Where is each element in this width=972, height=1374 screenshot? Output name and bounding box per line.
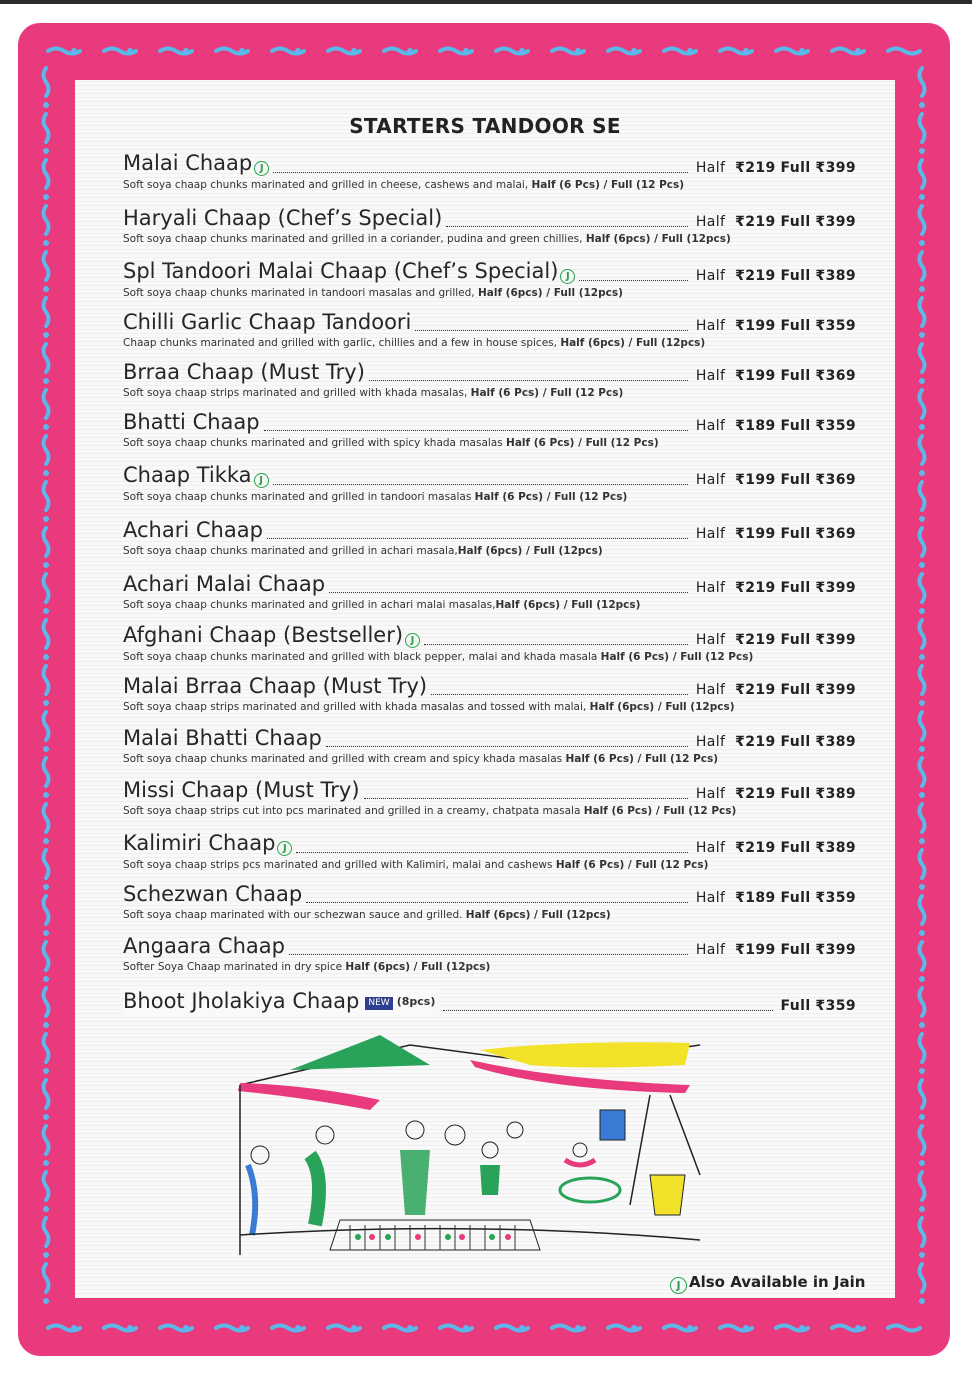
- item-description: Soft soya chaap marinated with our schezwan sauce and grilled. Half (6pcs) / Full (12pcs): [123, 909, 611, 921]
- item-portion: Half (6 Pcs) / Full (12 Pcs): [531, 179, 685, 191]
- item-portion: Half (6pcs) / Full (12pcs): [560, 337, 706, 349]
- menu-item: [123, 310, 858, 350]
- leader-dots: [446, 226, 688, 227]
- jain-icon: J: [277, 841, 292, 856]
- menu-item-special: [123, 990, 858, 1016]
- item-description: Softer Soya Chaap marinated in dry spice Half (6pcs) / Full (12pcs): [123, 961, 491, 973]
- item-name: Kalimiri Chaap J: [123, 831, 292, 856]
- street-food-stall-illustration: [230, 1025, 710, 1265]
- item-price: Half ₹219 Full ₹399: [695, 682, 856, 698]
- item-description: Soft soya chaap chunks marinated in tandoori masalas and grilled, Half (6pcs) / Full (12pcs): [123, 287, 623, 299]
- leader-dots: [306, 902, 688, 903]
- leader-dots: [264, 430, 688, 431]
- jain-footnote: J Also Available in Jain: [668, 1273, 865, 1294]
- item-portion: Half (6pcs) / Full (12pcs): [465, 909, 611, 921]
- item-portion: Half (6 Pcs) / Full (12 Pcs): [506, 437, 659, 449]
- item-description: Soft soya chaap strips pcs marinated and grilled with Kalimiri, malai and cashews Half (6 Pcs) / Full (12 Pcs): [123, 859, 709, 871]
- item-description: Soft soya chaap chunks marinated and grilled in achari masala,Half (6pcs) / Full (12pcs): [123, 545, 603, 557]
- leader-dots: [273, 484, 688, 485]
- item-price: Half ₹219 Full ₹389: [695, 734, 856, 750]
- item-price: Half ₹199 Full ₹369: [695, 472, 856, 488]
- menu-item: [123, 360, 858, 400]
- item-price: Half ₹219 Full ₹389: [695, 840, 856, 856]
- menu-item: [123, 934, 858, 974]
- item-price: Half ₹219 Full ₹389: [695, 268, 856, 284]
- item-price: Half ₹219 Full ₹399: [695, 160, 856, 176]
- menu-item: [123, 572, 858, 612]
- leader-dots: [369, 380, 688, 381]
- leader-dots: [289, 954, 688, 955]
- item-description: Soft soya chaap strips cut into pcs marinated and grilled in a creamy, chatpata masala Half (6 Pcs) / Full (12 Pcs): [123, 805, 737, 817]
- menu-item: [123, 624, 858, 664]
- item-portion: Half (6 Pcs) / Full (12 Pcs): [470, 387, 624, 399]
- menu-item: [123, 778, 858, 818]
- menu-item: [123, 518, 858, 558]
- jain-icon: J: [254, 161, 269, 176]
- menu-item: [123, 832, 858, 872]
- menu-item: [123, 410, 858, 450]
- item-price: Half ₹219 Full ₹399: [695, 632, 856, 648]
- item-name: Bhoot Jholakiya Chaap NEW (8pcs): [123, 989, 439, 1014]
- menu-item: [123, 882, 858, 922]
- item-name: Afghani Chaap (Bestseller) J: [123, 623, 420, 648]
- leader-dots: [443, 1010, 772, 1011]
- menu-item: [123, 464, 858, 504]
- section-heading: STARTERS TANDOOR SE: [349, 114, 621, 138]
- item-portion: Half (6 Pcs) / Full (12 Pcs): [600, 651, 754, 663]
- item-description: Soft soya chaap chunks marinated and grilled in cheese, cashews and malai, Half (6 Pcs) / Full (12 Pcs): [123, 179, 685, 191]
- item-portion: Half (6pcs) / Full (12pcs): [457, 545, 603, 557]
- leader-dots: [267, 538, 688, 539]
- item-description: Soft soya chaap strips marinated and grilled with khada masalas and tossed with malai, Half (6pcs) / Full (12pcs): [123, 701, 735, 713]
- item-description: Soft soya chaap chunks marinated and grilled with spicy khada masalas Half (6 Pcs) / Full (12 Pcs): [123, 437, 659, 449]
- leader-dots: [415, 330, 687, 331]
- item-description: Soft soya chaap chunks marinated and grilled in tandoori masalas Half (6 Pcs) / Full (12 Pcs): [123, 491, 628, 503]
- item-description: Soft soya chaap strips marinated and grilled with khada masalas, Half (6 Pcs) / Full (12 Pcs): [123, 387, 624, 399]
- item-name: Bhatti Chaap: [123, 410, 260, 434]
- item-name: Schezwan Chaap: [123, 882, 303, 906]
- item-portion: Half (6pcs) / Full (12pcs): [477, 287, 623, 299]
- item-description: Soft soya chaap chunks marinated and grilled in a coriander, pudina and green chillies, Half (6pcs) / Full (12pcs): [123, 233, 731, 245]
- item-name: Malai Chaap J: [123, 151, 269, 176]
- item-price: Half ₹199 Full ₹399: [695, 942, 856, 958]
- item-portion: Half (6 Pcs) / Full (12 Pcs): [474, 491, 628, 503]
- item-name: Brraa Chaap (Must Try): [123, 360, 365, 384]
- new-badge: NEW: [365, 997, 392, 1010]
- leader-dots: [326, 746, 688, 747]
- item-portion: Half (6pcs) / Full (12pcs): [585, 233, 731, 245]
- item-pieces: (8pcs): [396, 995, 436, 1008]
- item-price: Half ₹189 Full ₹359: [695, 418, 856, 434]
- item-price: Half ₹199 Full ₹359: [695, 318, 856, 334]
- item-portion: Half (6 Pcs) / Full (12 Pcs): [555, 859, 709, 871]
- leader-dots: [329, 592, 688, 593]
- item-name: Angaara Chaap: [123, 934, 285, 958]
- item-name: Chaap Tikka J: [123, 463, 269, 488]
- item-price: Full ₹359: [780, 998, 856, 1014]
- leader-dots: [273, 172, 688, 173]
- item-name: Spl Tandoori Malai Chaap (Chef’s Special) J: [123, 259, 575, 284]
- jain-icon: J: [405, 633, 420, 648]
- item-portion: Half (6pcs) / Full (12pcs): [495, 599, 641, 611]
- item-portion: Half (6 Pcs) / Full (12 Pcs): [583, 805, 737, 817]
- item-name: Missi Chaap (Must Try): [123, 778, 360, 802]
- menu-item: [123, 726, 858, 766]
- leader-dots: [431, 694, 688, 695]
- item-name: Haryali Chaap (Chef’s Special): [123, 206, 443, 230]
- item-description: Soft soya chaap chunks marinated and grilled with cream and spicy khada masalas Half (6 Pcs) / Full (12 Pcs): [123, 753, 719, 765]
- item-portion: Half (6pcs) / Full (12pcs): [345, 961, 491, 973]
- item-name: Achari Chaap: [123, 518, 263, 542]
- menu-item: [123, 206, 858, 246]
- menu-item: [123, 152, 858, 192]
- leader-dots: [296, 852, 687, 853]
- jain-icon: J: [254, 473, 269, 488]
- item-price: Half ₹219 Full ₹389: [695, 786, 856, 802]
- item-name: Malai Brraa Chaap (Must Try): [123, 674, 428, 698]
- item-description: Soft soya chaap chunks marinated and grilled with black pepper, malai and khada masala Half (6 Pcs) / Full (12 Pcs): [123, 651, 754, 663]
- item-price: Half ₹199 Full ₹369: [695, 526, 856, 542]
- item-price: Half ₹219 Full ₹399: [695, 580, 856, 596]
- item-price: Half ₹199 Full ₹369: [695, 368, 856, 384]
- jain-icon: J: [560, 269, 575, 284]
- item-portion: Half (6pcs) / Full (12pcs): [589, 701, 735, 713]
- page-top-rule: [0, 0, 972, 4]
- item-name: Malai Bhatti Chaap: [123, 726, 322, 750]
- item-price: Half ₹189 Full ₹359: [695, 890, 856, 906]
- item-name: Achari Malai Chaap: [123, 572, 326, 596]
- item-description: Chaap chunks marinated and grilled with garlic, chillies and a few in house spices, Half (6pcs) / Full (12pcs): [123, 337, 706, 349]
- menu-item: [123, 674, 858, 714]
- item-portion: Half (6 Pcs) / Full (12 Pcs): [565, 753, 719, 765]
- leader-dots: [579, 280, 687, 281]
- item-price: Half ₹219 Full ₹399: [695, 214, 856, 230]
- jain-icon: J: [670, 1277, 687, 1294]
- item-name: Chilli Garlic Chaap Tandoori: [123, 310, 412, 334]
- leader-dots: [424, 644, 688, 645]
- menu-item: [123, 260, 858, 300]
- leader-dots: [364, 798, 688, 799]
- item-description: Soft soya chaap chunks marinated and grilled in achari malai masalas,Half (6pcs) / Full (12pcs): [123, 599, 641, 611]
